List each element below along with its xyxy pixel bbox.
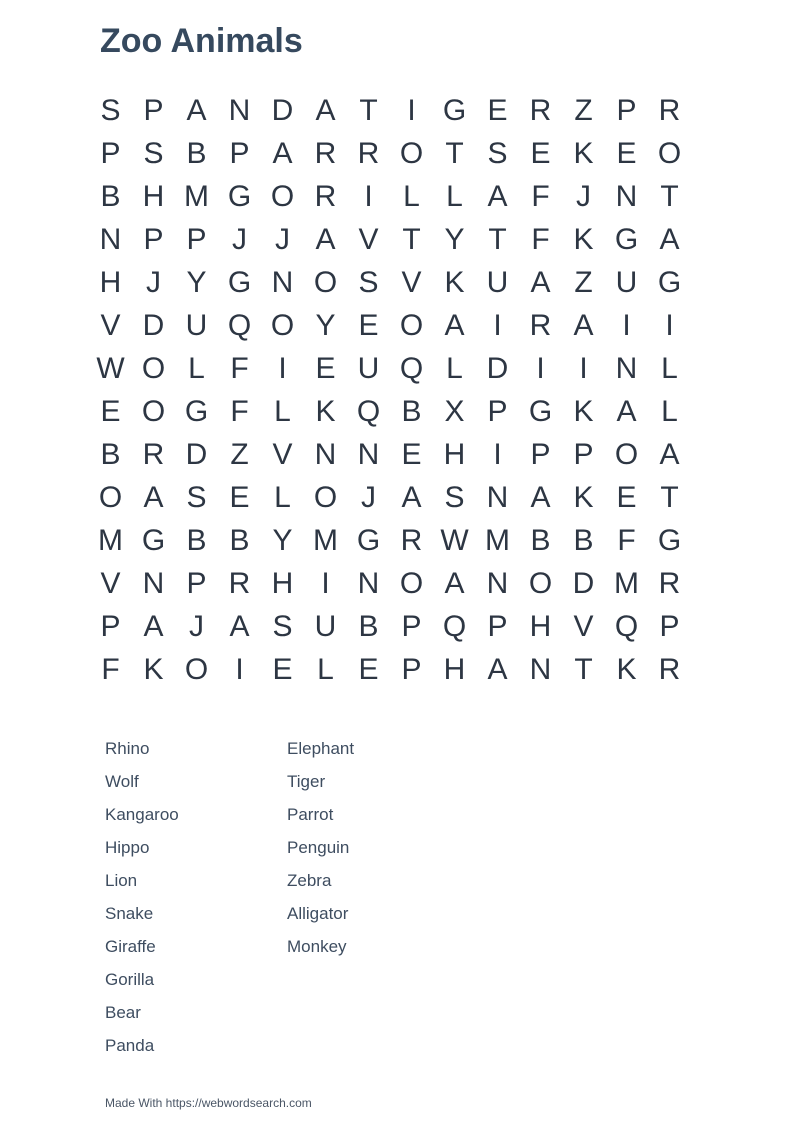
grid-letter: A [444,308,465,342]
grid-letter: Z [574,93,593,127]
grid-letter: P [659,609,680,643]
grid-letter: S [272,609,293,643]
grid-letter: D [486,351,509,385]
grid-letter: G [614,222,639,256]
grid-letter: D [185,437,208,471]
grid-letter: H [99,265,122,299]
grid-letter: V [100,566,121,600]
grid-letter: I [536,351,545,385]
grid-letter: N [99,222,122,256]
grid-letter: R [142,437,165,471]
grid-letter: G [141,523,166,557]
grid-letter: E [530,136,551,170]
grid-letter: T [660,480,679,514]
grid-letter: S [186,480,207,514]
grid-letter: E [616,136,637,170]
grid-letter: L [661,394,678,428]
grid-letter: B [100,437,121,471]
grid-letter: A [272,136,293,170]
grid-letter: I [493,308,502,342]
grid-letter: D [572,566,595,600]
grid-letter: A [616,394,637,428]
grid-letter: V [358,222,379,256]
word-list-column-1 [105,732,287,1062]
grid-letter: B [100,179,121,213]
grid-letter: S [444,480,465,514]
grid-letter: P [100,609,121,643]
grid-letter: L [188,351,205,385]
grid-letter: P [401,652,422,686]
grid-letter: I [321,566,330,600]
grid-letter: K [573,222,594,256]
grid-letter: G [528,394,553,428]
grid-letter: J [576,179,591,213]
grid-letter: N [486,480,509,514]
grid-letter: P [143,93,164,127]
grid-letter: U [486,265,509,299]
grid-letter: E [229,480,250,514]
grid-letter: O [399,308,424,342]
grid-letter: R [357,136,380,170]
grid-letter: E [100,394,121,428]
grid-letter: L [274,480,291,514]
grid-letter: B [530,523,551,557]
grid-letter: U [357,351,380,385]
grid-letter: Z [230,437,249,471]
grid-letter: P [530,437,551,471]
grid-letter: T [402,222,421,256]
grid-letter: R [314,136,337,170]
word-item: Wolf [105,772,139,791]
grid-letter: A [143,480,164,514]
grid-letter: H [529,609,552,643]
word-item: Parrot [287,805,334,824]
grid-letter: P [573,437,594,471]
grid-letter: P [100,136,121,170]
grid-letter: A [487,652,508,686]
grid-letter: J [146,265,161,299]
grid-letter: O [313,265,338,299]
grid-letter: B [186,523,207,557]
puzzle-title: Zoo Animals [100,22,303,60]
grid-letter: P [616,93,637,127]
grid-letter: R [529,93,552,127]
grid-letter: I [278,351,287,385]
grid-letter: Q [399,351,424,385]
grid-letter: R [658,566,681,600]
grid-letter: B [229,523,250,557]
grid-letter: A [186,93,207,127]
grid-letter: A [530,480,551,514]
grid-letter: Z [574,265,593,299]
grid-letter: A [487,179,508,213]
grid-letter: K [573,394,594,428]
grid-letter: A [530,265,551,299]
grid-letter: E [358,308,379,342]
grid-letter: O [657,136,682,170]
grid-letter: X [444,394,465,428]
grid-letter: T [359,93,378,127]
grid-letter: Y [315,308,336,342]
grid-letter: B [573,523,594,557]
grid-letter: I [493,437,502,471]
grid-letter: L [661,351,678,385]
grid-letter: Q [227,308,252,342]
word-item: Panda [105,1036,155,1055]
grid-letter: W [440,523,469,557]
grid-letter: K [573,136,594,170]
grid-letter: H [443,652,466,686]
grid-letter: N [529,652,552,686]
word-item: Bear [105,1003,141,1022]
grid-letter: P [487,609,508,643]
grid-letter: V [272,437,293,471]
grid-letter: W [96,351,125,385]
grid-letter: A [401,480,422,514]
word-item: Hippo [105,838,150,857]
grid-letter: Y [186,265,207,299]
grid-letter: S [487,136,508,170]
grid-letter: I [364,179,373,213]
grid-letter: O [528,566,553,600]
grid-letter: O [399,136,424,170]
grid-letter: P [487,394,508,428]
grid-letter: D [271,93,294,127]
word-list [105,732,469,1062]
word-item: Gorilla [105,970,155,989]
grid-letter: N [357,566,380,600]
grid-letter: M [614,566,639,600]
word-item: Tiger [287,772,326,791]
word-item: Snake [105,904,154,923]
grid-letter: O [614,437,639,471]
grid-letter: P [186,222,207,256]
grid-letter: Q [356,394,381,428]
grid-letter: G [227,179,252,213]
grid-letter: L [446,179,463,213]
grid-letter: O [141,394,166,428]
grid-letter: S [358,265,379,299]
grid-letter: A [143,609,164,643]
grid-letter: P [143,222,164,256]
grid-letter: K [616,652,637,686]
grid-letter: A [229,609,250,643]
word-item: Kangaroo [105,805,179,824]
grid-letter: P [186,566,207,600]
grid-letter: F [531,222,550,256]
grid-letter: K [315,394,336,428]
grid-letter: P [401,609,422,643]
grid-letter: T [574,652,593,686]
grid-letter: A [659,437,680,471]
grid-letter: E [487,93,508,127]
grid-letter: J [232,222,247,256]
grid-letter: L [274,394,291,428]
grid-letter: Y [444,222,465,256]
grid-letter: D [142,308,165,342]
grid-letter: T [488,222,507,256]
word-item: Alligator [287,904,349,923]
grid-letter: O [313,480,338,514]
grid-letter: F [531,179,550,213]
grid-letter: N [314,437,337,471]
grid-letter: A [659,222,680,256]
grid-letter: P [229,136,250,170]
grid-letter: N [615,351,638,385]
grid-letter: L [317,652,334,686]
grid-letter: G [657,265,682,299]
grid-letter: I [235,652,244,686]
grid-letter: E [401,437,422,471]
grid-letter: U [185,308,208,342]
grid-letter: Q [614,609,639,643]
grid-letter: G [184,394,209,428]
grid-letter: T [445,136,464,170]
grid-letter: L [403,179,420,213]
grid-letter: K [573,480,594,514]
grid-letter: O [184,652,209,686]
grid-letter: G [356,523,381,557]
grid-letter: J [275,222,290,256]
grid-letter: F [617,523,636,557]
grid-letter: Q [442,609,467,643]
grid-letter: M [313,523,338,557]
grid-letter: J [361,480,376,514]
grid-letter: V [100,308,121,342]
grid-letter: N [228,93,251,127]
grid-letter: F [101,652,120,686]
word-item: Zebra [287,871,332,890]
grid-letter: E [272,652,293,686]
grid-letter: B [401,394,422,428]
word-item: Penguin [287,838,350,857]
grid-letter: I [665,308,674,342]
grid-letter: E [616,480,637,514]
word-item: Monkey [287,937,347,956]
grid-letter: F [230,351,249,385]
grid-letter: F [230,394,249,428]
grid-letter: O [270,179,295,213]
grid-letter: N [615,179,638,213]
letter-grid [89,89,691,691]
grid-letter: K [143,652,164,686]
grid-letter: B [186,136,207,170]
grid-letter: M [184,179,209,213]
grid-letter: A [315,93,336,127]
grid-letter: R [228,566,251,600]
grid-letter: A [444,566,465,600]
grid-letter: V [573,609,594,643]
word-item: Rhino [105,739,150,758]
word-item: Elephant [287,739,355,758]
grid-letter: T [660,179,679,213]
grid-letter: N [271,265,294,299]
grid-letter: R [400,523,423,557]
grid-letter: I [579,351,588,385]
grid-letter: S [100,93,121,127]
grid-letter: V [401,265,422,299]
grid-letter: E [358,652,379,686]
grid-letter: K [444,265,465,299]
grid-letter: A [573,308,594,342]
grid-letter: N [142,566,165,600]
grid-letter: U [314,609,337,643]
grid-letter: R [529,308,552,342]
grid-letter: H [443,437,466,471]
grid-letter: G [657,523,682,557]
grid-letter: R [658,93,681,127]
grid-letter: L [446,351,463,385]
grid-letter: G [442,93,467,127]
grid-letter: O [141,351,166,385]
word-item: Lion [105,871,138,890]
grid-letter: O [270,308,295,342]
grid-letter: N [486,566,509,600]
grid-letter: M [485,523,510,557]
grid-letter: R [314,179,337,213]
grid-letter: I [407,93,416,127]
grid-letter: Y [272,523,293,557]
grid-letter: B [358,609,379,643]
grid-letter: G [227,265,252,299]
grid-letter: E [315,351,336,385]
grid-letter: R [658,652,681,686]
grid-letter: H [142,179,165,213]
word-list-column-2 [287,732,469,1062]
grid-letter: U [615,265,638,299]
grid-letter: O [98,480,123,514]
grid-letter: J [189,609,204,643]
grid-letter: M [98,523,123,557]
grid-letter: H [271,566,294,600]
grid-letter: O [399,566,424,600]
grid-letter: N [357,437,380,471]
grid-letter: I [622,308,631,342]
word-item: Giraffe [105,937,156,956]
grid-letter: S [143,136,164,170]
grid-letter: A [315,222,336,256]
footer-credit: Made With https://webwordsearch.com [105,1096,312,1110]
